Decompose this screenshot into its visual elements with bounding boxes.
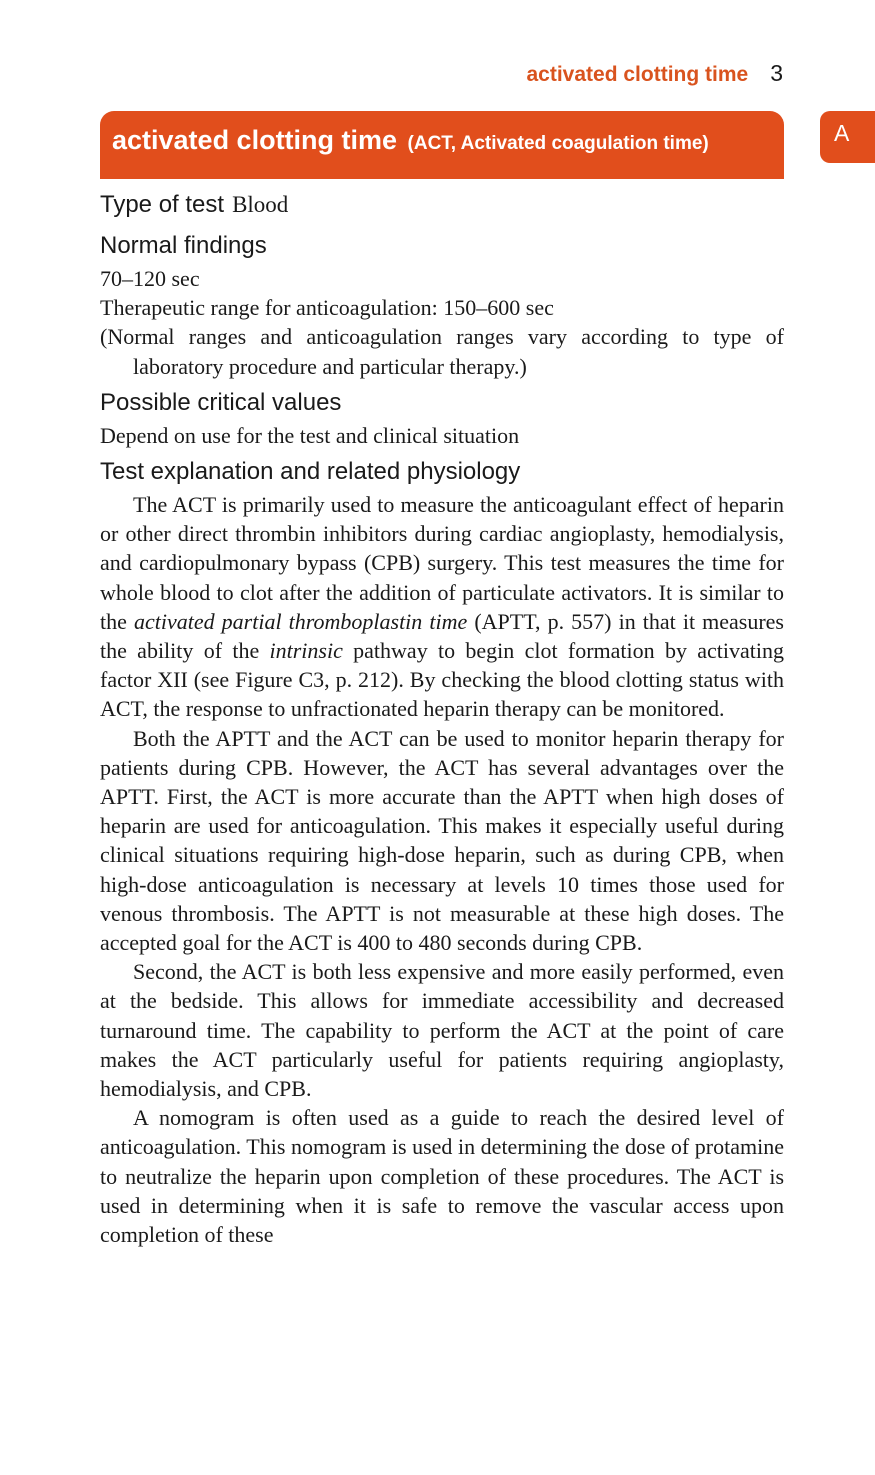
normal-findings-note: (Normal ranges and anticoagulation ranges vary according to type of laboratory procedure and particular therapy.): [100, 324, 784, 379]
explanation-paragraph: Both the APTT and the ACT can be used to monitor heparin therapy for patients during CPB. However, the ACT has several advantages over the APTT. First, the ACT is more accurate than the APTT when high doses of heparin are used for anticoagulation. This makes it especially useful during clinical situations requiring high-dose heparin, such as during CPB, when high-dose anticoagulation is necessary at levels 10 times those used for venous thrombosis. The APTT is not measurable at these high doses. The accepted goal for the ACT is 400 to 480 seconds during CPB.: [100, 725, 784, 956]
normal-findings-line: Therapeutic range for anticoagulation: 150–600 sec: [100, 295, 554, 321]
explanation-paragraph: A nomogram is often used as a guide to reach the desired level of anticoagulation. This nomogram is used in determining the dose of protamine to neutralize the heparin upon completion of these procedures. The ACT is used in determining when it is safe to remove the vascular access upon completion of these: [100, 1105, 784, 1248]
explanation-heading: Test explanation and related physiology: [100, 458, 521, 486]
running-head: [526, 60, 783, 87]
type-of-test-label: Type of test: [100, 191, 225, 218]
explanation-paragraph: [100, 490, 784, 724]
alphabet-tab-letter: A: [834, 120, 850, 146]
running-head-title: activated clotting time: [526, 63, 749, 86]
paragraph-text: (APTT, p. 557) in that it measures the ability of the: [100, 608, 784, 664]
section-banner: [100, 111, 784, 179]
critical-values-text: Depend on use for the test and clinical situation: [100, 422, 520, 448]
page-number: 3: [770, 60, 783, 86]
explanation-paragraph: Second, the ACT is both less expensive and more easily performed, even at the bedside. This allows for immediate accessibility and decreased turnaround time. The capability to perform the ACT at the point of care makes the ACT particularly useful for patients requiring angioplasty, hemodialysis, and CPB.: [100, 959, 784, 1102]
normal-findings-heading: Normal findings: [100, 232, 267, 259]
normal-findings-line: 70–120 sec: [100, 266, 200, 291]
critical-values-heading: Possible critical values: [100, 388, 342, 416]
type-of-test-value: Blood: [232, 192, 289, 217]
main-content: [100, 186, 784, 1249]
banner-title: activated clotting time: [112, 125, 398, 155]
banner-alt-names: (ACT, Activated coagulation time): [407, 133, 709, 154]
paragraph-text: pathway to begin clot formation by activating factor XII (see Figure C3, p. 212). By checking the blood clotting status with ACT, the response to unfractionated heparin therapy can be monitored.: [100, 638, 784, 722]
italic-term: intrinsic: [269, 638, 343, 664]
paragraph-text: The ACT is primarily used to measure the anticoagulant effect of heparin or other direct thrombin inhibitors during cardiac angioplasty, hemodialysis, and cardiopulmonary bypass (CPB) surgery. This test measures the time for whole blood to clot after the addition of particulate activators. It is similar to the: [100, 492, 784, 634]
italic-term: activated partial thromboplastin time: [133, 608, 468, 634]
alphabet-tab: [820, 111, 875, 163]
type-of-test: [100, 186, 784, 224]
